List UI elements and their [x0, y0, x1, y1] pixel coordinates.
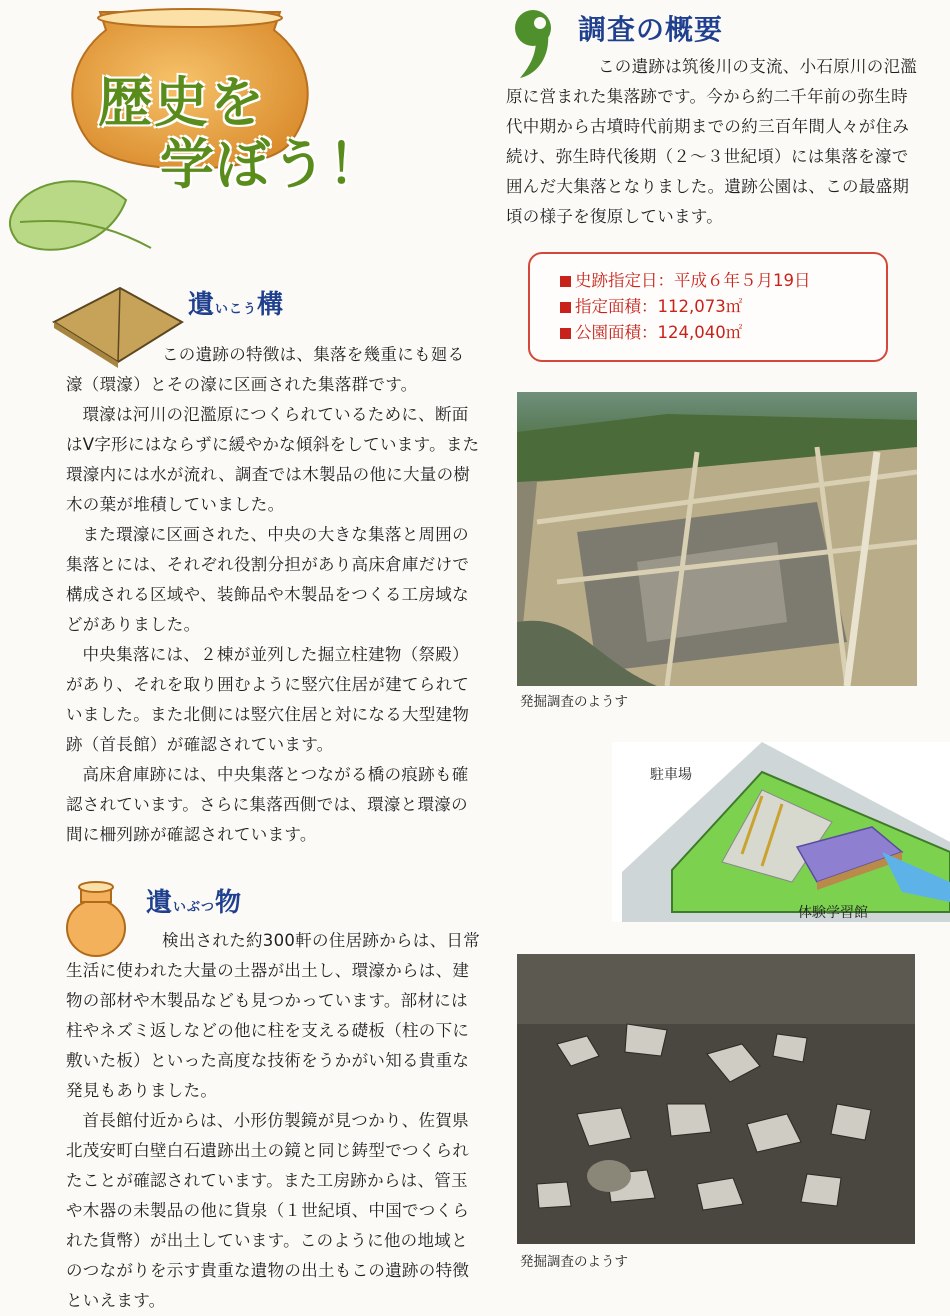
heading-ibutsu-a: 遺 — [146, 888, 174, 918]
hall-label: 体験学習館 — [798, 905, 868, 921]
aerial-caption: 発掘調査のようす — [520, 694, 628, 710]
info-row-designated-area: 指定面積：112,073㎡ — [530, 294, 886, 320]
iko-paragraph-4: 中央集落には、２棟が並列した掘立柱建物（祭殿）があり、それを取り囲むように竪穴住居が建てられていました。また北側には竪穴住居と対になる大型建物跡（首長館）が確認されています。 — [66, 645, 470, 754]
section-heading-iko — [188, 284, 284, 321]
heading-iko-ruby: いこう — [215, 302, 258, 317]
section-heading-gaiyou: 調査の概要 — [578, 13, 724, 46]
bullet-square-icon — [560, 328, 571, 339]
ibutsu-paragraph-2: 首長館付近からは、小形仿製鏡が見つかり、佐賀県北茂安町白壁白石遺跡出土の鏡と同じ鋳型でつくられたことが確認されています。また工房跡からは、管玉や木器の未製品の他に貨泉（１世紀頃、中国でつくられた貨幣）が出土しています。このように他の地域とのつながりを示す貴重な遺物の出土もこの遺跡の特徴といえます。 — [66, 1111, 470, 1310]
aerial-photo — [517, 392, 917, 686]
page-title-line1: 歴史を — [98, 71, 266, 134]
iko-paragraph-5: 高床倉庫跡には、中央集落とつながる橋の痕跡も確認されています。さらに集落西側では、環濠と環濠の間に柵列跡が確認されています。 — [66, 765, 469, 844]
info-box — [528, 252, 888, 362]
park-map — [612, 742, 950, 922]
heading-iko-a: 遺 — [188, 290, 216, 320]
leaf-icon — [6, 170, 156, 270]
bullet-square-icon — [560, 302, 571, 313]
iko-paragraph-1: この遺跡の特徴は、集落を幾重にも廻る濠（環濠）とその濠に区画された集落群です。 — [66, 345, 465, 394]
bullet-square-icon — [560, 276, 571, 287]
heading-ibutsu-ruby: いぶつ — [173, 900, 216, 915]
section-heading-ibutsu — [146, 882, 242, 919]
parking-label: 駐車場 — [650, 767, 692, 783]
pottery-photo — [517, 954, 915, 1244]
heading-iko-b: 構 — [257, 290, 285, 320]
info-row-designation-date: 史跡指定日：平成６年５月19日 — [530, 268, 886, 294]
iko-paragraph-3: また環濠に区画された、中央の大きな集落と周囲の集落とには、それぞれ役割分担があり高床倉庫だけで構成される区域や、装飾品や木製品をつくる工房域などがありました。 — [66, 525, 470, 634]
iko-paragraph-2: 環濠は河川の氾濫原につくられているために、断面はV字形にはならずに緩やかな傾斜をしています。また環濠内には水が流れ、調査では木製品の他に大量の樹木の葉が堆積していました。 — [66, 405, 480, 514]
iko-body — [66, 340, 480, 850]
heading-ibutsu-b: 物 — [215, 888, 243, 918]
gaiyou-body — [506, 52, 918, 232]
pottery-caption: 発掘調査のようす — [520, 1254, 628, 1270]
gaiyou-paragraph: この遺跡は筑後川の支流、小石原川の氾濫原に営まれた集落跡です。今から約二千年前の弥生時代中期から古墳時代前期までの約三百年間人々が住み続け、弥生時代後期（２～３世紀頃）には集落を濠で囲んだ大集落となりました。遺跡公園は、この最盛期頃の様子を復原しています。 — [506, 57, 918, 226]
page-title-line2: 学ぼう！ — [160, 133, 384, 196]
ibutsu-paragraph-1: 検出された約300軒の住居跡からは、日常生活に使われた大量の土器が出土し、環濠からは、建物の部材や木製品なども見つかっています。部材には柱やネズミ返しなどの他に柱を支える礎板（柱の下に敷いた板）といった高度な技術をうかがい知る貴重な発見もありました。 — [66, 931, 480, 1100]
info-row-park-area: 公園面積：124,040㎡ — [530, 320, 886, 346]
ibutsu-body — [66, 926, 480, 1316]
